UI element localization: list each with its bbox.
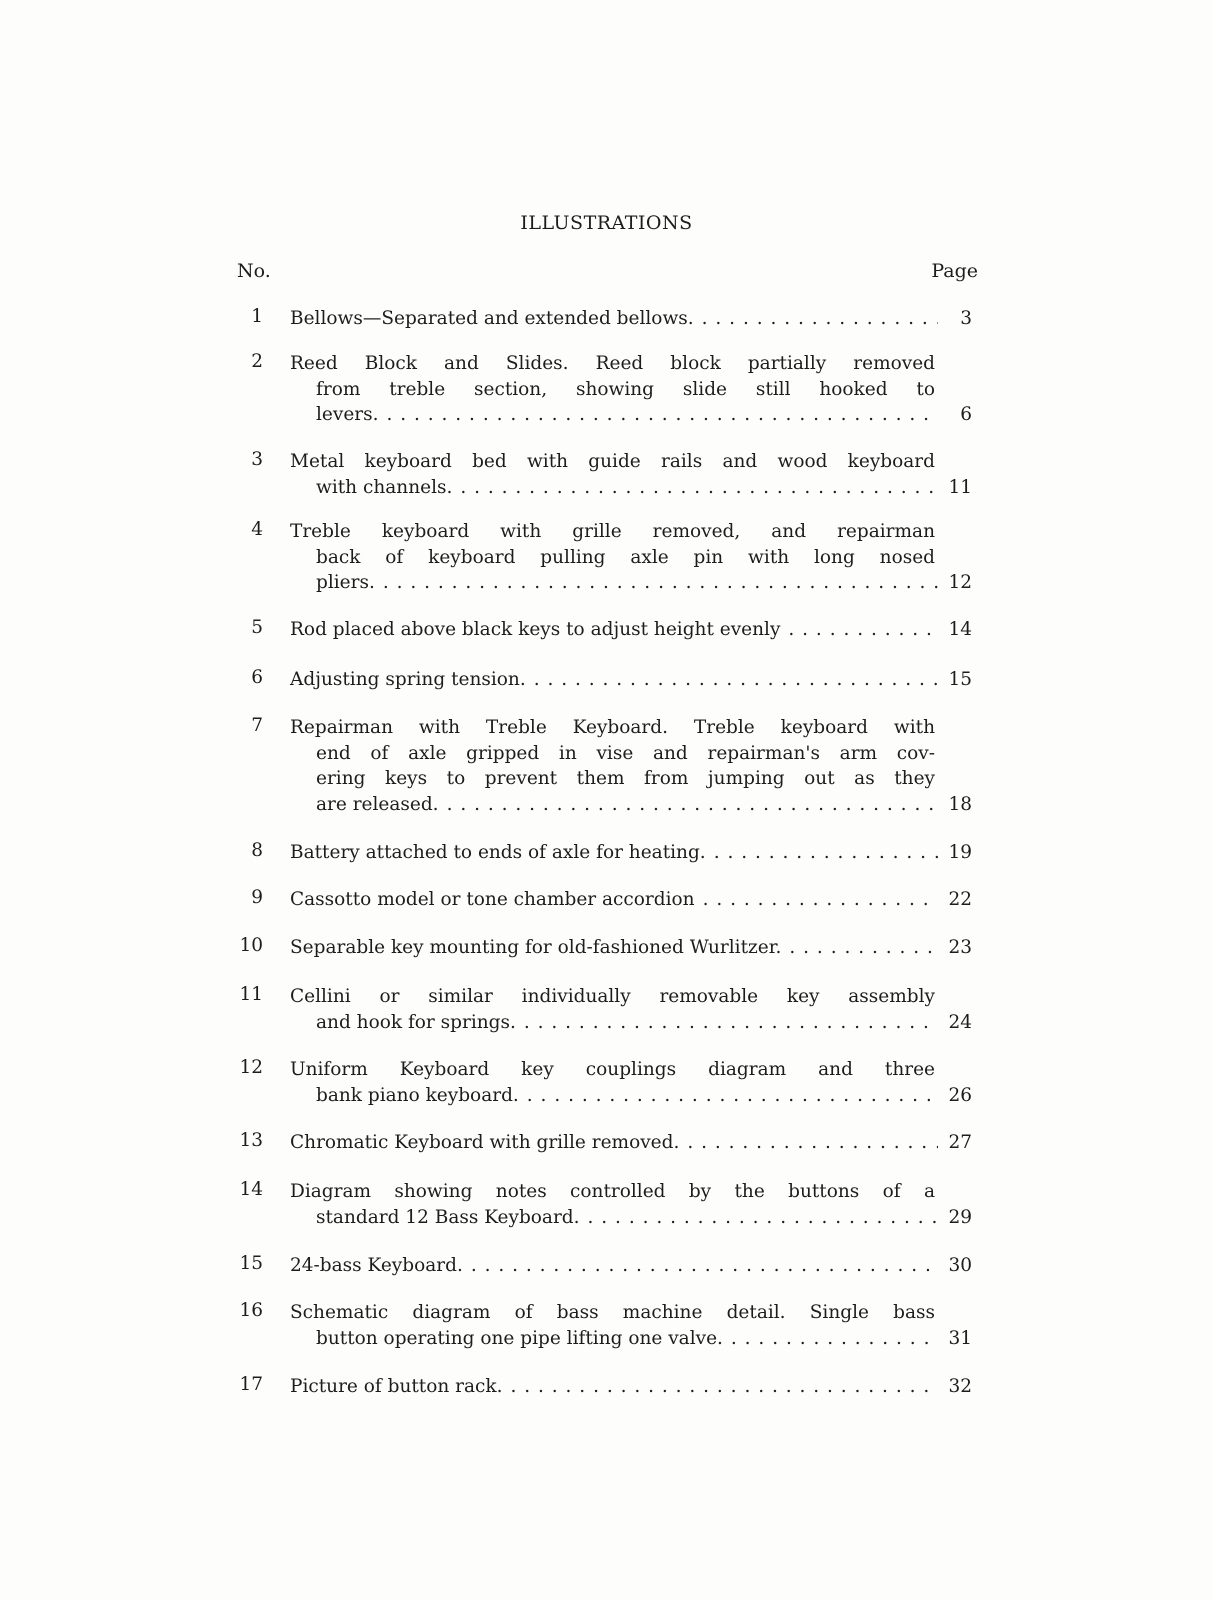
caption-line [290, 715, 935, 741]
dot-leader [702, 306, 938, 332]
caption-line [316, 766, 935, 792]
caption-last-line [316, 792, 972, 818]
caption-text: 24-bass Keyboard. [290, 1255, 463, 1276]
page-number: 3 [960, 308, 972, 329]
dot-leader [511, 1374, 939, 1400]
caption-text: end of axle gripped in vise and repairman's arm cov- [316, 742, 935, 764]
illustration-number: 11 [239, 984, 263, 1005]
dot-leader [687, 1130, 938, 1156]
illustration-number: 5 [251, 617, 263, 638]
caption-text: Battery attached to ends of axle for heating. [290, 842, 706, 863]
illustration-number: 8 [251, 840, 263, 861]
page-title: ILLUSTRATIONS [520, 212, 693, 234]
caption-text: standard 12 Bass Keyboard. [316, 1206, 580, 1228]
caption-line [290, 519, 935, 545]
illustration-number: 2 [251, 351, 263, 372]
caption-text: bank piano keyboard. [316, 1084, 519, 1106]
dot-leader [386, 402, 938, 428]
dot-leader [460, 475, 938, 501]
number-column-header: No. [237, 260, 271, 282]
dot-leader [447, 792, 938, 818]
caption-text: Uniform Keyboard key couplings diagram and three [290, 1059, 935, 1080]
caption-last-line [316, 475, 972, 501]
caption-last-line [290, 306, 972, 332]
illustration-number: 10 [239, 935, 263, 956]
caption-line [290, 449, 935, 475]
dot-leader [789, 935, 938, 961]
caption-text: from treble section, showing slide still hooked to [316, 378, 935, 400]
page-number: 19 [948, 842, 972, 863]
caption-line [316, 741, 935, 767]
caption-text: button operating one pipe lifting one valve. [316, 1327, 723, 1349]
illustration-number: 3 [251, 449, 263, 470]
page-column-header: Page [931, 260, 978, 282]
caption-text: Picture of button rack. [290, 1376, 503, 1397]
page-number: 15 [948, 669, 972, 690]
illustration-number: 4 [251, 519, 263, 540]
page-number: 12 [948, 572, 972, 593]
dot-leader [534, 667, 938, 693]
page-number: 26 [948, 1084, 972, 1106]
illustration-number: 15 [239, 1253, 263, 1274]
caption-last-line [290, 1374, 972, 1400]
caption-line [316, 545, 935, 571]
caption-text: Cellini or similar individually removable key assembly [290, 986, 935, 1007]
caption-text: Reed Block and Slides. Reed block partially removed [290, 353, 935, 374]
illustration-number: 13 [239, 1130, 263, 1151]
dot-leader [731, 1326, 938, 1352]
page-number: 32 [948, 1376, 972, 1397]
illustration-number: 12 [239, 1057, 263, 1078]
caption-text: Adjusting spring tension. [290, 669, 526, 690]
caption-text: Chromatic Keyboard with grille removed. [290, 1132, 680, 1153]
caption-last-line [316, 1326, 972, 1352]
illustration-number: 17 [239, 1374, 263, 1395]
illustration-number: 7 [251, 715, 263, 736]
page-number: 30 [948, 1255, 972, 1276]
dot-leader [527, 1083, 938, 1109]
caption-last-line [316, 1205, 972, 1231]
page-number: 22 [948, 889, 972, 910]
caption-text: Diagram showing notes controlled by the buttons of a [290, 1181, 935, 1202]
page-number: 18 [948, 793, 972, 815]
page-number: 23 [948, 937, 972, 958]
dot-leader [714, 840, 938, 866]
dot-leader [471, 1253, 938, 1279]
page-number: 14 [948, 619, 972, 640]
caption-last-line [290, 887, 972, 913]
caption-last-line [290, 1253, 972, 1279]
illustration-number: 9 [251, 887, 263, 908]
caption-last-line [316, 1010, 972, 1036]
caption-text: and hook for springs. [316, 1011, 516, 1033]
page-number: 24 [948, 1011, 972, 1033]
caption-text: are released. [316, 793, 439, 815]
caption-line [290, 351, 935, 377]
dot-leader [788, 617, 938, 643]
page-number: 11 [948, 476, 972, 498]
page-number: 29 [948, 1206, 972, 1228]
caption-line [290, 1057, 935, 1083]
caption-text: Rod placed above black keys to adjust height evenly [290, 619, 781, 640]
caption-line [290, 1179, 935, 1205]
caption-text: Treble keyboard with grille removed, and repairman [290, 521, 935, 542]
page-number: 27 [948, 1132, 972, 1153]
caption-text: levers. [316, 404, 379, 425]
caption-text: pliers. [316, 572, 375, 593]
caption-last-line [290, 617, 972, 643]
dot-leader [524, 1010, 938, 1036]
caption-last-line [290, 840, 972, 866]
caption-text: Separable key mounting for old-fashioned Wurlitzer. [290, 937, 782, 958]
dot-leader [588, 1205, 938, 1231]
caption-text: Metal keyboard bed with guide rails and wood keyboard [290, 451, 935, 472]
page-number: 31 [948, 1327, 972, 1349]
caption-last-line [290, 667, 972, 693]
illustration-number: 16 [239, 1300, 263, 1321]
caption-text: with channels. [316, 476, 453, 498]
caption-text: Bellows—Separated and extended bellows. [290, 308, 694, 329]
caption-last-line [316, 1083, 972, 1109]
caption-text: Repairman with Treble Keyboard. Treble keyboard with [290, 717, 935, 738]
caption-last-line [290, 1130, 972, 1156]
caption-text: back of keyboard pulling axle pin with long nosed [316, 546, 935, 568]
illustration-number: 14 [239, 1179, 263, 1200]
illustration-number: 1 [251, 306, 263, 327]
caption-last-line [316, 402, 972, 428]
caption-line [290, 984, 935, 1010]
caption-line [290, 1300, 935, 1326]
caption-text: Cassotto model or tone chamber accordion [290, 889, 695, 910]
caption-last-line [316, 570, 972, 596]
caption-last-line [290, 935, 972, 961]
caption-line [316, 377, 935, 403]
dot-leader [703, 887, 938, 913]
caption-text: ering keys to prevent them from jumping out as they [316, 768, 935, 789]
dot-leader [383, 570, 938, 596]
caption-text: Schematic diagram of bass machine detail. Single bass [290, 1302, 935, 1323]
illustration-number: 6 [251, 667, 263, 688]
page-number: 6 [960, 404, 972, 425]
